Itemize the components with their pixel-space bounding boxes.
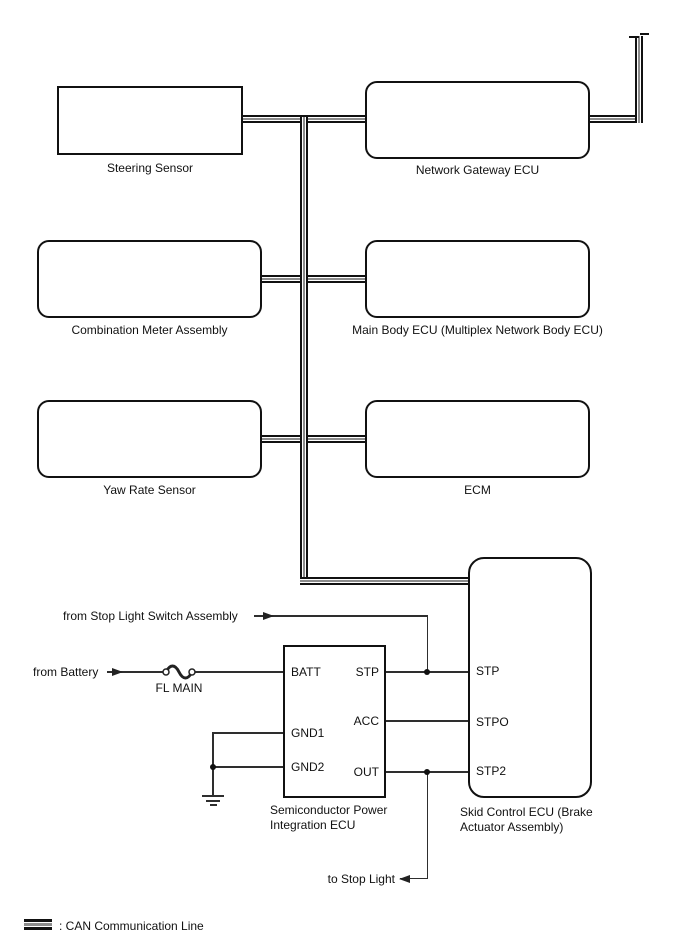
pin-skid-stpo: STPO [476, 715, 509, 729]
can-line-up-segment [635, 36, 643, 123]
wire-gnd2 [212, 766, 284, 768]
label-yaw-rate-sensor: Yaw Rate Sensor [103, 483, 196, 497]
node-yaw-rate-sensor [37, 400, 262, 478]
junction-dot [210, 764, 216, 770]
label-semiconductor-ecu [270, 803, 387, 833]
label-steering-sensor: Steering Sensor [106, 161, 194, 175]
label-main-body-ecu: Main Body ECU (Multiplex Network Body ECU) [352, 323, 603, 337]
can-line-meter-to-mainbody [262, 275, 368, 283]
label-combination-meter-assembly: Combination Meter Assembly [71, 323, 228, 337]
wire-to-stop-light-drop [427, 771, 429, 879]
node-steering-sensor [57, 86, 243, 155]
pin-batt: BATT [291, 665, 321, 679]
legend-can-line-label: : CAN Communication Line [59, 919, 204, 933]
wire-battery-right [194, 671, 284, 673]
wire-stop-light-switch [254, 615, 428, 617]
label-fl-main: FL MAIN [155, 681, 203, 695]
label-skid-control-ecu-line1: Skid Control ECU (Brake [460, 805, 593, 819]
flow-arrow-right-icon [112, 668, 123, 676]
pin-stp: STP [355, 665, 379, 679]
label-from-stop-light-switch: from Stop Light Switch Assembly [63, 609, 238, 623]
label-from-battery: from Battery [33, 665, 99, 679]
label-semiconductor-ecu-line1: Semiconductor Power [270, 803, 388, 817]
can-line-to-skid-control [300, 577, 470, 585]
junction-dot [424, 769, 430, 775]
ground-icon [206, 800, 220, 802]
can-line-end-cap [640, 33, 649, 35]
node-combination-meter-assembly [37, 240, 262, 318]
pin-skid-stp2: STP2 [476, 764, 507, 778]
pin-acc: ACC [353, 714, 379, 728]
node-network-gateway-ecu [365, 81, 590, 159]
ground-icon [210, 804, 217, 806]
wire-acc-stpo [385, 720, 469, 722]
wire-stop-light-switch-drop [427, 615, 429, 673]
pin-gnd1: GND1 [291, 726, 325, 740]
ground-icon [202, 795, 224, 797]
can-line-yaw-to-ecm [262, 435, 368, 443]
label-network-gateway-ecu: Network Gateway ECU [415, 163, 540, 177]
wire-gnd1 [212, 732, 284, 734]
junction-dot [424, 669, 430, 675]
flow-arrow-left-icon [399, 875, 410, 883]
label-to-stop-light: to Stop Light [327, 872, 395, 886]
legend-can-line-symbol [24, 919, 52, 930]
fusible-link-fl-main-icon [160, 662, 198, 682]
label-ecm: ECM [464, 483, 491, 497]
can-line-end-cap [629, 36, 639, 38]
label-skid-control-ecu [460, 805, 593, 835]
node-main-body-ecu [365, 240, 590, 318]
can-trunk-line [300, 117, 308, 585]
pin-out: OUT [353, 765, 379, 779]
flow-arrow-right-icon [263, 612, 274, 620]
label-semiconductor-ecu-line2: Integration ECU [270, 818, 356, 832]
label-skid-control-ecu-line2: Actuator Assembly) [460, 820, 564, 834]
node-ecm [365, 400, 590, 478]
pin-gnd2: GND2 [291, 760, 325, 774]
pin-skid-stp: STP [476, 664, 500, 678]
